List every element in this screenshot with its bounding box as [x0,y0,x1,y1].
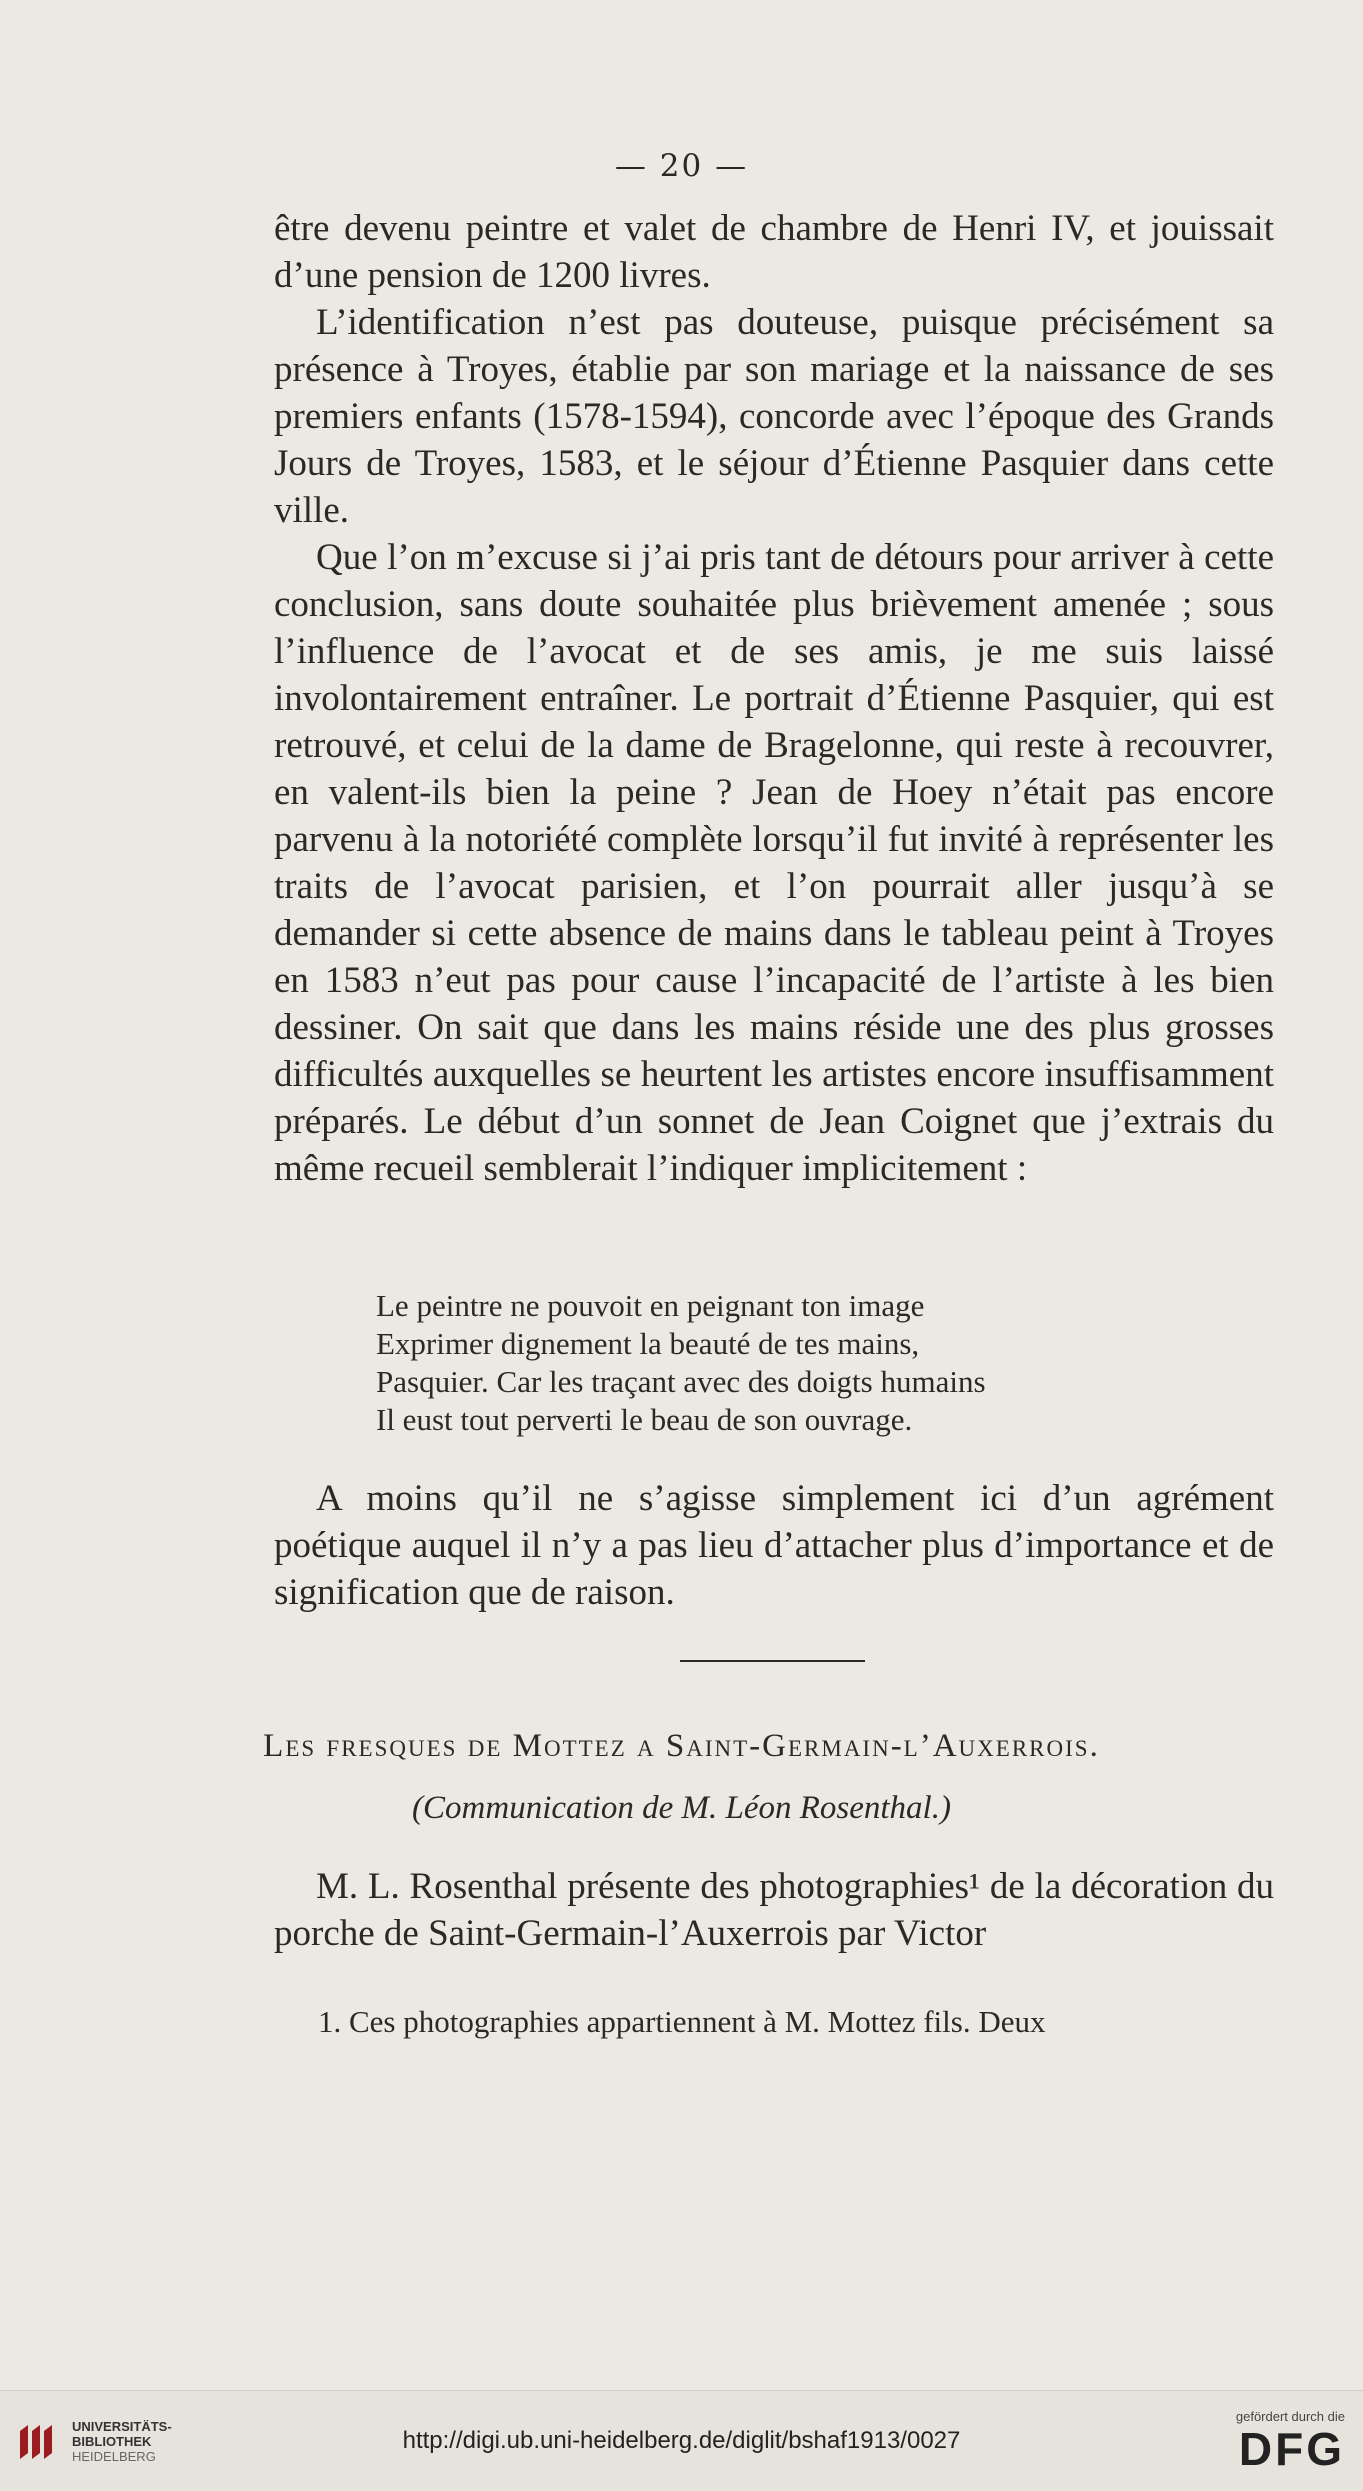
page-number: — 20 — [614,148,749,184]
paragraph-1-text: être devenu peintre et valet de chambre de Henri IV, et jouissait d’une pension de 1200 livres. [274,208,1274,296]
section-title: Les fresques de Mottez a Saint-Germain-l’Auxerrois. [263,1728,1100,1764]
paragraph-2-text: L’identification n’est pas douteuse, puisque précisément sa présence à Troyes, établie par son mariage et la naissance de ses premiers enfants (1578-1594), concorde avec l’époque des Grands Jours de Troyes, 1583, et le séjour d’Étienne Pasquier dans cette ville. [274,302,1274,531]
sponsor-caption: gefördert durch die [1235,2409,1345,2424]
verse-line: Pasquier. Car les traçant avec des doigts humains [376,1364,986,1399]
footnote: 1. Ces photographies appartiennent à M. Mottez fils. Deux [318,2004,1046,2039]
section-subtitle: (Communication de M. Léon Rosenthal.) [412,1790,951,1826]
sponsor-logo [1236,2409,1345,2474]
verse-line: Le peintre ne pouvoit en peignant ton image [376,1288,925,1323]
permalink-url[interactable]: http://digi.ub.uni-heidelberg.de/diglit/bshaf1913/0027 [402,2427,961,2454]
sonnet-quote [376,1287,1276,1439]
dfg-logo: DFG [1238,2423,1345,2475]
paragraph-1 [274,205,1274,299]
paragraph-3-text: Que l’on m’excuse si j’ai pris tant de détours pour arriver à cette conclusion, sans doute souhaitée plus brièvement amenée ; sous l’influence de l’avocat et de ses amis, je me suis laissé involontairement entraîner. Le portrait d’Étienne Pasquier, qui est retrouvé, et celui de la dame de Bragelonne, qui reste à recouvrer, en valent-ils bien la peine ? Jean de Hoey n’était pas encore parvenu à la notoriété complète lorsqu’il fut invité à représenter les traits de l’avocat parisien, et l’on pourrait aller jusqu’à se demander si cette absence de mains dans le tableau peint à Troyes en 1583 n’eut pas pour cause l’incapacité de l’artiste à les bien dessiner. On sait que dans les mains réside une des plus grosses difficultés auxquelles se heurtent les artistes encore insuffisamment préparés. Le début d’un sonnet de Jean Coignet que j’extrais du même recueil semblerait l’indiquer implicitement : [274,537,1274,1189]
paragraph-2 [274,299,1274,534]
library-name-line: HEIDELBERG [72,2449,156,2464]
paragraph-5 [274,1863,1274,1957]
paragraph-3 [274,534,1274,1192]
library-name-line: UNIVERSITÄTS- [72,2419,172,2434]
verse-line: Exprimer dignement la beauté de tes mains, [376,1326,920,1361]
section-divider [680,1660,865,1662]
library-name-line: BIBLIOTHEK [72,2434,152,2449]
paragraph-4-text: A moins qu’il ne s’agisse simplement ici d’un agrément poétique auquel il n’y a pas lieu d’attacher plus d’importance et de signification que de raison. [274,1478,1274,1613]
digitization-footer [0,2390,1363,2491]
paragraph-4 [274,1475,1274,1616]
paragraph-5-text: M. L. Rosenthal présente des photographies¹ de la décoration du porche de Saint-Germain-l’Auxerrois par Victor [274,1866,1274,1954]
verse-line: Il eust tout perverti le beau de son ouvrage. [376,1402,913,1437]
